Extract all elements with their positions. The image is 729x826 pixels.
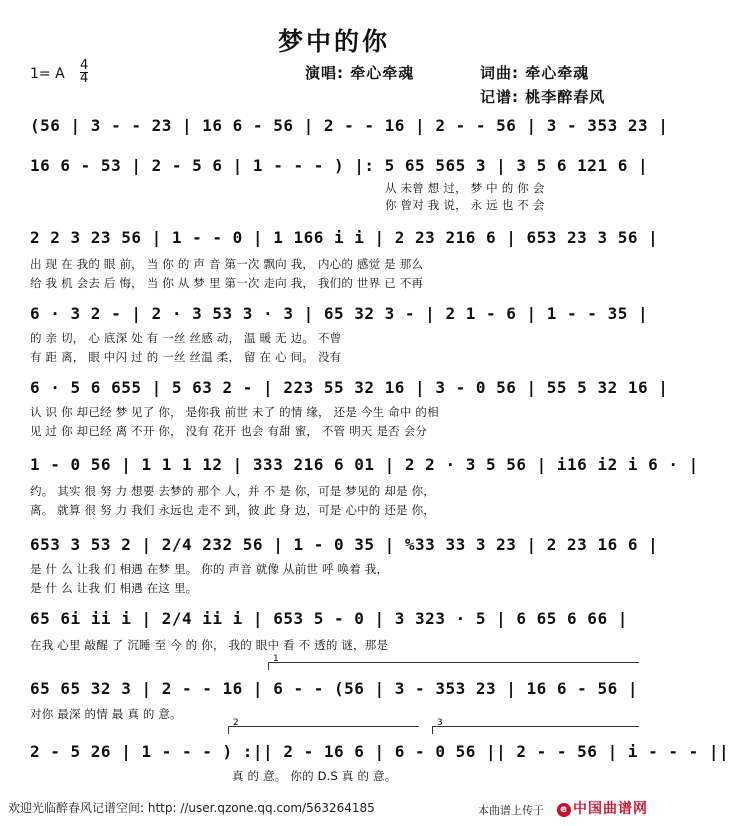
lyric-line-8: 在我 心里 敲醒 了 沉睡 至 今 的 你， 我的 眼中 看 不 透的 谜，那是 — [30, 638, 389, 652]
score-line-1: (56 | 3 - - 23 | 16 6 - 56 | 2 - - 16 | 2 - - 56 | 3 - 353 23 | — [30, 116, 669, 135]
lyric-line-5a: 认 识 你 却已经 梦 见了 你， 是你我 前世 未了 的情 缘， 还是 今生 命中 的相 — [30, 405, 439, 419]
volta-bracket-1 — [268, 654, 639, 670]
volta-number-2: 2 — [233, 718, 239, 728]
score-line-9: 65 65 32 3 | 2 - - 16 | 6 - - (56 | 3 - 353 23 | 16 6 - 56 | — [30, 679, 638, 698]
lyric-line-2a: 从 未曾 想 过， 梦 中 的 你 会 — [385, 181, 545, 195]
time-signature — [80, 60, 88, 85]
footer-welcome: 欢迎光临醉春风记谱空间: http: //user.qzone.qq.com/563264185 — [8, 801, 375, 815]
lyricist-credit: 词曲: 牵心牵魂 — [480, 64, 590, 82]
score-line-4: 6 · 3 2 - | 2 · 3 53 3 · 3 | 65 32 3 - | 2 1 - 6 | 1 - - 35 | — [30, 304, 649, 323]
key-signature: 1= A — [30, 66, 65, 82]
lyric-line-3b: 给 我 机 会去 后 悔， 当 你 从 梦 里 第一次 走向 我， 我们的 世界 已 不再 — [30, 276, 424, 290]
score-line-5: 6 · 5 6 655 | 5 63 2 - | 223 55 32 16 | 3 - 0 56 | 55 5 32 16 | — [30, 378, 669, 397]
score-line-2: 16 6 - 53 | 2 - 5 6 | 1 - - - ) |: 5 65 565 3 | 3 5 6 121 6 | — [30, 156, 649, 175]
volta-number-1: 1 — [273, 654, 279, 664]
score-line-8: 65 6i ii i | 2/4 ii i | 653 5 - 0 | 3 323 · 5 | 6 65 6 66 | — [30, 609, 628, 628]
lyric-line-4b: 有 距 离， 眼 中闪 过 的 一丝 丝温 柔， 留 在 心 间。 没有 — [30, 350, 342, 364]
time-signature-bottom: 4 — [80, 71, 89, 86]
transcriber-credit: 记谱: 桃李醉春风 — [480, 88, 606, 106]
volta-number-3: 3 — [437, 718, 443, 728]
lyric-line-7b: 是 什 么 让我 们 相遇 在这 里。 — [30, 581, 198, 595]
score-line-6: 1 - 0 56 | 1 1 1 12 | 333 216 6 01 | 2 2 · 3 5 56 | i16 i2 i 6 · | — [30, 455, 699, 474]
lyric-line-3a: 出 现 在 我的 眼 前， 当 你 的 声 音 第一次 飘向 我， 内心的 感觉 是 那么 — [30, 257, 424, 271]
time-signature-top: 4 — [80, 58, 89, 73]
score-line-3: 2 2 3 23 56 | 1 - - 0 | 1 166 i i | 2 23 216 6 | 653 23 3 56 | — [30, 228, 659, 247]
score-line-7: 653 3 53 2 | 2/4 232 56 | 1 - 0 35 | %33 33 3 23 | 2 23 16 6 | — [30, 535, 659, 554]
lyric-line-7a: 是 什 么 让我 们 相遇 在梦 里。 你的 声音 就像 从前世 呼 唤着 我， — [30, 562, 389, 576]
singer-credit: 演唱: 牵心牵魂 — [305, 64, 415, 82]
site-logo-icon: e — [557, 803, 571, 817]
lyric-line-2b: 你 曾对 我 说， 永 远 也 不 会 — [385, 198, 545, 212]
score-line-10: 2 - 5 26 | 1 - - - ) :|| 2 - 16 6 | 6 - 0 56 || 2 - - 56 | i - - - || — [30, 742, 729, 761]
site-logo-text: 中国曲谱网 — [573, 801, 648, 817]
song-title: 梦中的你 — [277, 27, 390, 56]
lyric-line-6a: 约。 其实 很 努 力 想要 去梦的 那个 人，并 不 是 你，可是 梦见的 却是 你， — [30, 484, 435, 498]
lyric-line-10: 真 的 意。 你的 D.S 真 的 意。 — [232, 769, 397, 783]
lyric-line-6b: 离。 就算 很 努 力 我们 永远也 走不 到，彼 此 身 边，可是 心中的 还是 你， — [30, 503, 435, 517]
lyric-line-9: 对你 最深 的情 最 真 的 意。 — [30, 707, 182, 721]
volta-bracket-2 — [228, 718, 419, 734]
site-logo — [557, 798, 648, 818]
volta-bracket-3 — [432, 718, 639, 734]
upload-note: 本曲谱上传于 — [478, 804, 544, 817]
lyric-line-5b: 见 过 你 却已经 离 不开 你， 没有 花开 也会 有甜 蜜， 不管 明天 是否 会分 — [30, 424, 428, 438]
lyric-line-4a: 的 亲 切， 心 底深 处 有 一丝 丝感 动， 温 暖 无 边。 不曾 — [30, 331, 342, 345]
